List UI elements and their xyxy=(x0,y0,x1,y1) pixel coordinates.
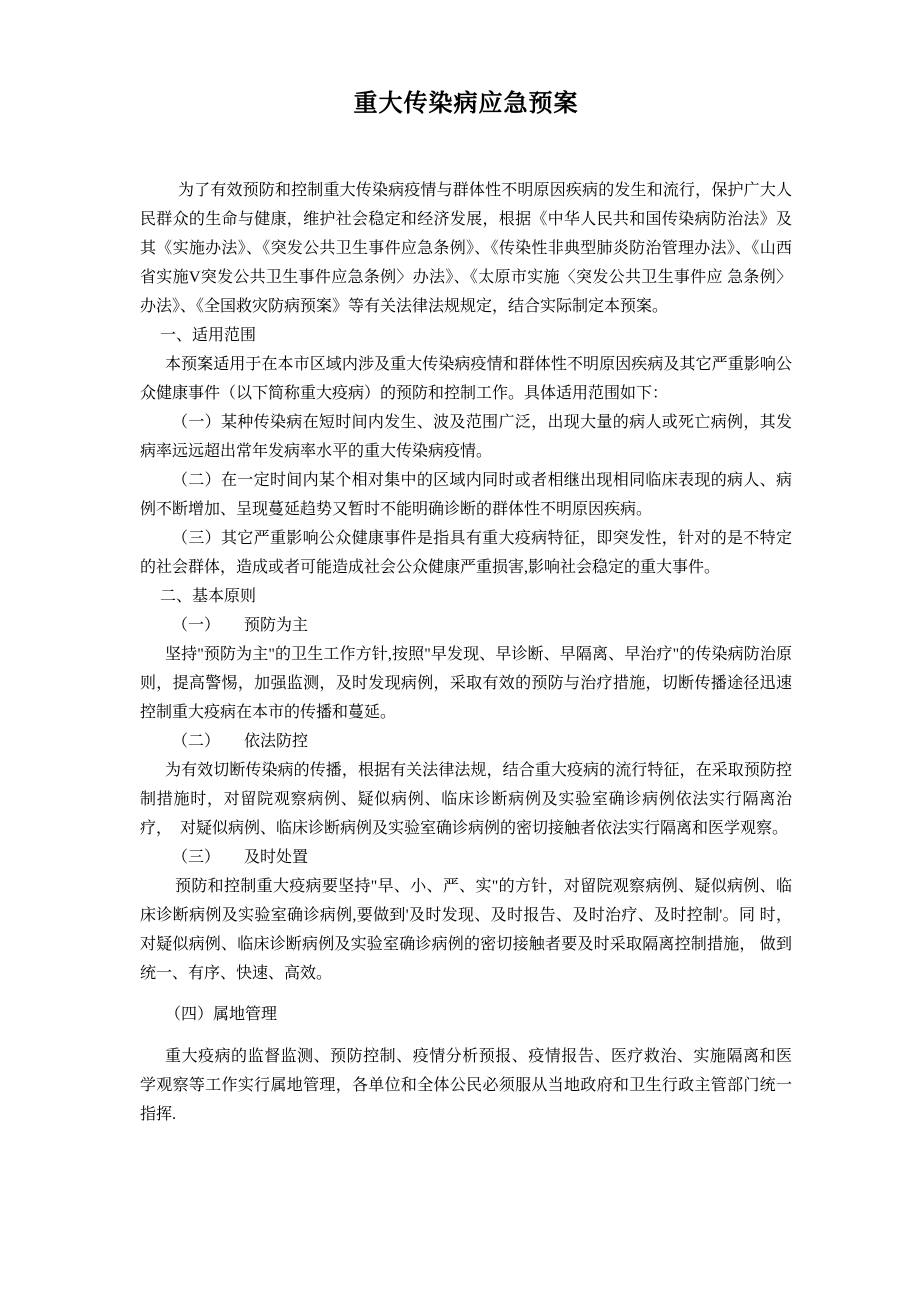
section-1-intro: 本预案适用于在本市区域内涉及重大传染病疫情和群体性不明原因疾病及其它严重影响公众健康事件（以下简称重大疫病）的预防和控制工作。具体适用范围如下： xyxy=(140,356,792,402)
subsection-2-1-body: 坚持"预防为主"的卫生工作方针,按照"早发现、早诊断、早隔离、早治疗"的传染病防治原则，提高警惕，加强监测，及时发现病例，采取有效的预防与治疗措施，切断传播途径迅速控制重大疫病在本市的传播和蔓延。 xyxy=(140,646,792,721)
intro-paragraph: 为了有效预防和控制重大传染病疫情与群体性不明原因疾病的发生和流行，保护广大人民群众的生命与健康，维护社会稳定和经济发展，根据《中华人民共和国传染病防治法》及其《实施办法》、《突发公共卫生事件应急条例》、《传染性非典型肺炎防治管理办法》、《山西省实施V突发公共卫生事件应急条例〉办法》、《太原市实施〈突发公共卫生事件应 急条例〉办法》、《全国救灾防病预案》等有关法律法规规定，结合实际制定本预案。 xyxy=(140,182,792,315)
section-1-heading: 一、适用范围 xyxy=(160,327,257,344)
section-1-item-1: （一）某种传染病在短时间内发生、波及范围广泛，出现大量的病人或死亡病例，其发 病率远远超出常年发病率水平的重大传染病疫情。 xyxy=(140,414,796,460)
subsection-2-4-heading: （四）属地管理 xyxy=(165,1006,278,1023)
document-title: 重大传染病应急预案 xyxy=(353,91,579,117)
subsection-2-3-heading: （三） 及时处置 xyxy=(172,849,309,866)
subsection-2-4-body: 重大疫病的监督监测、预防控制、疫情分析预报、疫情报告、医疗救治、实施隔离和医 学观察等工作实行属地管理，各单位和全体公民必须服从当地政府和卫生行政主管部门统一 指挥. xyxy=(140,1048,796,1123)
subsection-2-2-body: 为有效切断传染病的传播，根据有关法律法规，结合重大疫病的流行特征，在采取预防控 制措施时，对留院观察病例、疑似病例、临床诊断病例及实验室确诊病例依法实行隔离治疗， 对疑似病例、临床诊断病例及实验室确诊病例的密切接触者依法实行隔离和医学观察。 xyxy=(140,762,796,837)
section-2-heading: 二、基本原则 xyxy=(160,588,257,605)
section-1-item-3: （三）其它严重影响公众健康事件是指具有重大疫病特征，即突发性，针对的是不特定 的社会群体，造成或者可能造成社会公众健康严重损害,影响社会稳定的重大事件。 xyxy=(140,530,796,576)
section-1-item-2: （二）在一定时间内某个相对集中的区域内同时或者相继出现相同临床表现的病人、病例不断增加、呈现蔓延趋势又暂时不能明确诊断的群体性不明原因疾病。 xyxy=(140,472,792,518)
subsection-2-2-heading: （二） 依法防控 xyxy=(172,733,309,750)
subsection-2-1-heading: （一） 预防为主 xyxy=(172,617,309,634)
subsection-2-3-body: 预防和控制重大疫病要坚持"早、小、严、实"的方针，对留院观察病例、疑似病例、临床诊断病例及实验室确诊病例,要做到'及时发现、及时报告、及时治疗、及时控制'。同 时，对疑似病例、临床诊断病例及实验室确诊病例的密切接触者要及时采取隔离控制措施， 做到统一、有序、快速、高效。 xyxy=(140,878,792,982)
